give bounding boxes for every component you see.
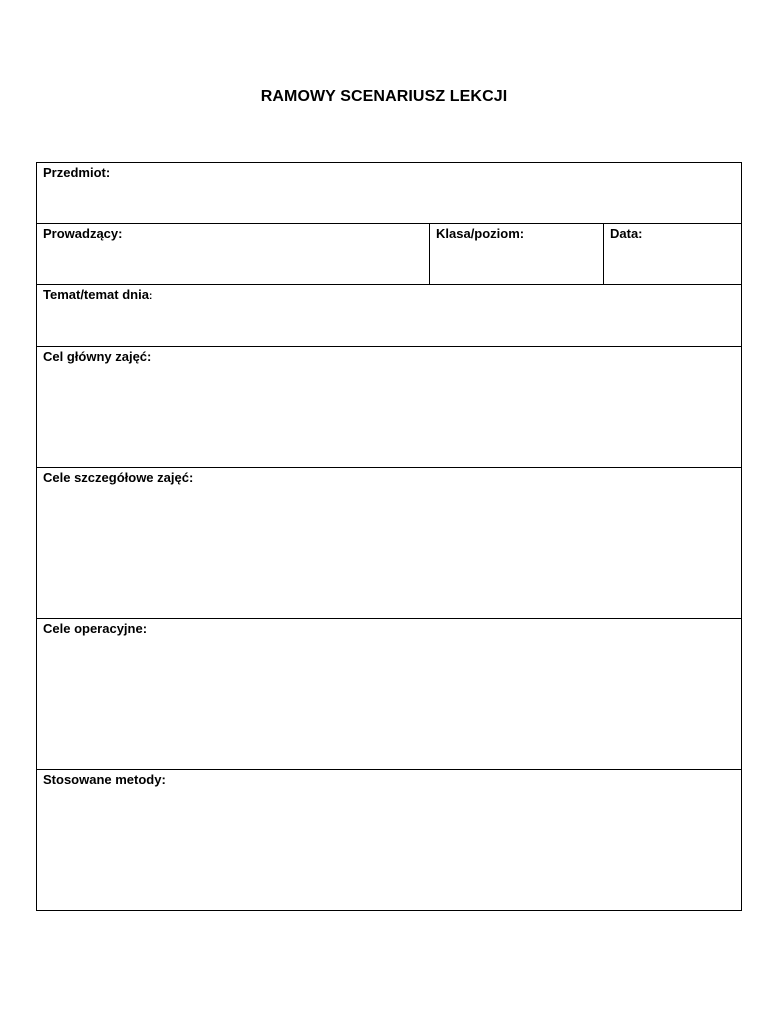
methods-label: Stosowane metody:: [43, 772, 166, 787]
topic-row: [37, 285, 742, 347]
date-label: Data:: [610, 226, 643, 241]
subject-row: [37, 163, 742, 224]
topic-field[interactable]: [37, 285, 742, 347]
class-level-label: Klasa/poziom:: [436, 226, 525, 241]
operational-goals-label: Cele operacyjne:: [43, 621, 148, 636]
teacher-field[interactable]: [37, 224, 430, 285]
specific-goals-row: [37, 468, 742, 619]
specific-goals-field[interactable]: [37, 468, 742, 619]
topic-label-colon: :: [148, 291, 153, 302]
page-title: RAMOWY SCENARIUSZ LEKCJI: [260, 88, 508, 105]
date-field[interactable]: [604, 224, 742, 285]
lesson-plan-form: [36, 162, 742, 911]
operational-goals-field[interactable]: [37, 619, 742, 770]
methods-field[interactable]: [37, 770, 742, 911]
methods-row: [37, 770, 742, 911]
teacher-class-date-row: [37, 224, 742, 285]
teacher-label: Prowadzący:: [43, 226, 123, 241]
main-goal-label: Cel główny zajęć:: [43, 349, 152, 364]
main-goal-row: [37, 347, 742, 468]
specific-goals-label: Cele szczegółowe zajęć:: [43, 470, 194, 485]
class-level-field[interactable]: [430, 224, 604, 285]
main-goal-field[interactable]: [37, 347, 742, 468]
topic-label: Temat/temat dnia: [43, 287, 149, 302]
subject-field[interactable]: [37, 163, 742, 224]
operational-goals-row: [37, 619, 742, 770]
subject-label: Przedmiot:: [43, 165, 111, 180]
